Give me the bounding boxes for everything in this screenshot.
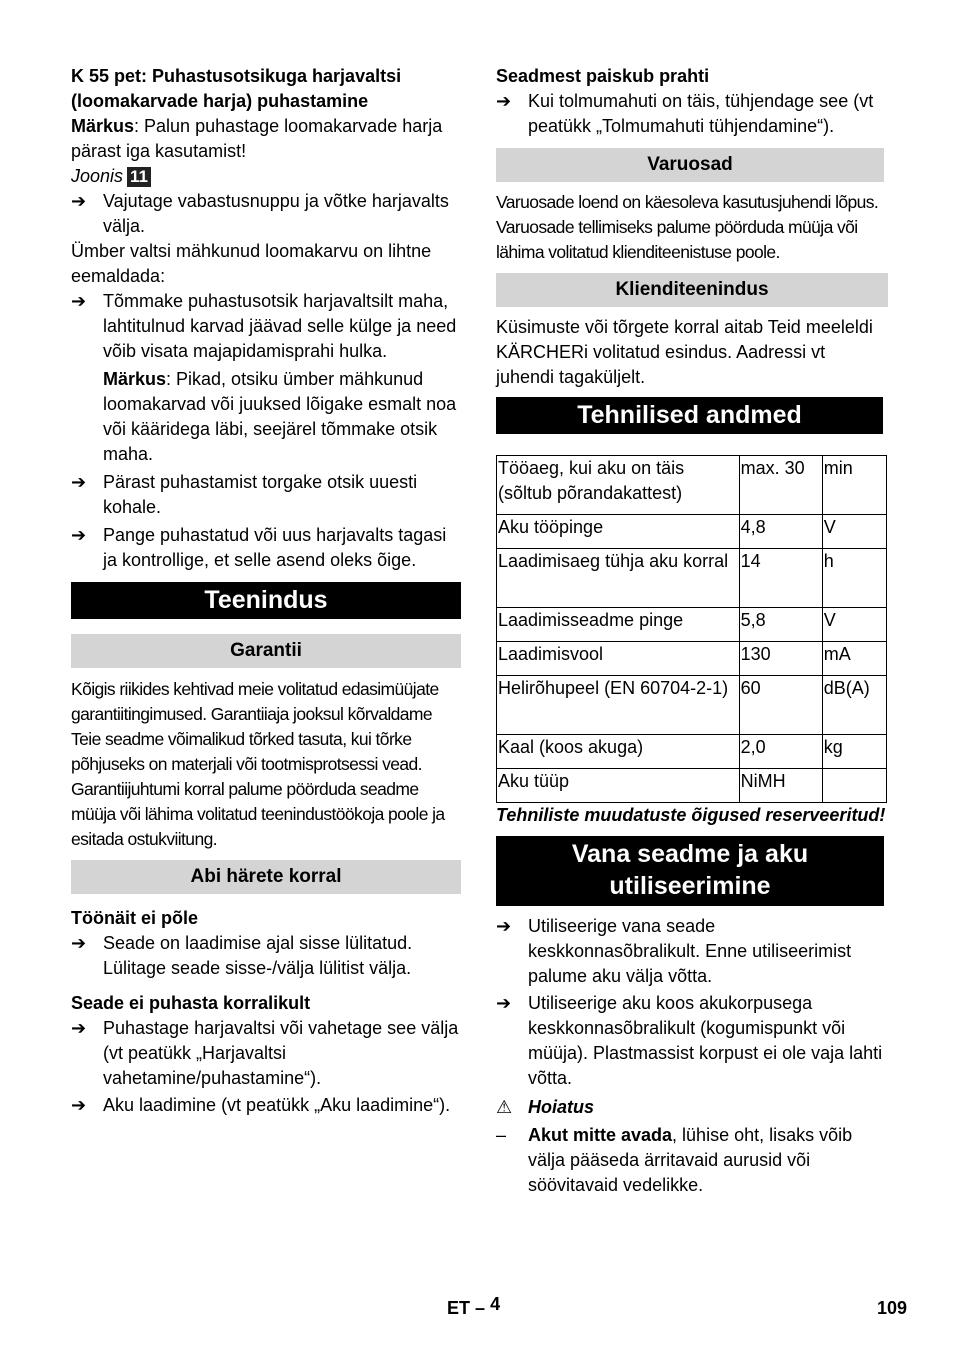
note-label: Märkus xyxy=(103,369,167,389)
arrow-right-icon: ➔ xyxy=(71,472,87,492)
table-cell-value: max. 30 xyxy=(739,456,822,515)
list-item xyxy=(71,289,461,467)
section-title-service: Teenindus xyxy=(71,582,461,619)
table-cell-value: 4,8 xyxy=(739,515,822,549)
table-cell-unit: kg xyxy=(822,735,886,769)
subsection-title-spare-parts: Varuosad xyxy=(496,148,884,182)
warranty-text: Kõigis riikides kehtivad meie volitatud edasimüüjate garantiitingimused. Garantiiaja jooksul kõrvaldame Teie seadme võimalikud tõrked tasuta, kui tõrke põhjuseks on materjali või tootmisprotsessi vead. Garantiijuhtumi korral palume pöörduda seadme müüja või lähima volitatud teenindustöökoja poole ja esitada ostukviitung. xyxy=(71,679,445,849)
technical-data-table xyxy=(496,455,887,803)
technical-note: Tehniliste muudatuste õigused reserveeritud! xyxy=(496,805,886,825)
list-item xyxy=(71,1016,461,1091)
section-title-technical-data: Tehnilised andmed xyxy=(496,397,883,434)
list-item xyxy=(71,1093,461,1118)
step-text-main: Tõmmake puhastusotsik harjavaltsilt maha, lahtitulnud karvad jäävad selle külge ja need võib visata majapidamisprahi hulka. xyxy=(103,291,457,361)
customer-service-text: Küsimuste või tõrgete korral aitab Teid meeleldi KÄRCHERi volitatud esindus. Aadressi vt juhendi tagaküljelt. xyxy=(496,317,873,387)
spare-parts-text: Varuosade tellimiseks palume pöörduda müüja või lähima volitatud klienditeenistuse poole. xyxy=(496,217,858,262)
list-item xyxy=(71,470,461,520)
step-text xyxy=(103,289,461,467)
note-paragraph xyxy=(71,114,461,164)
step-text: Utiliseerige vana seade keskkonnasõbralikult. Enne utiliseerimist palume aku välja võtta. xyxy=(528,916,852,986)
trouble-heading: Töönäit ei põle xyxy=(71,908,199,928)
warning-text xyxy=(528,1123,888,1198)
table-cell-unit: h xyxy=(822,549,886,608)
warning-label: Hoiatus xyxy=(528,1097,595,1117)
subsection-title-customer-service: Klienditeenindus xyxy=(496,273,888,307)
table-row xyxy=(497,549,887,608)
warning-heading xyxy=(496,1095,888,1120)
arrow-right-icon: ➔ xyxy=(71,1018,87,1038)
warning-rest: , lühise oht, lisaks võib välja pääseda ärritavaid aurusid või söövitavaid vedelikke. xyxy=(528,1125,853,1195)
subsection-title-warranty: Garantii xyxy=(71,634,461,668)
table-row xyxy=(497,642,887,676)
table-cell-label: Helirõhupeel (EN 60704-2-1) xyxy=(497,676,740,735)
right-column xyxy=(496,64,888,1198)
table-row xyxy=(497,735,887,769)
arrow-right-icon: ➔ xyxy=(71,291,87,311)
table-cell-unit: min xyxy=(822,456,886,515)
table-cell-unit: V xyxy=(822,608,886,642)
figure-reference xyxy=(71,164,461,189)
trouble-heading: Seade ei puhasta korralikult xyxy=(71,993,311,1013)
table-cell-label: Laadimisseadme pinge xyxy=(497,608,740,642)
list-item xyxy=(71,189,461,239)
step-text: Seade on laadimise ajal sisse lülitatud. Lülitage seade sisse-/välja lülitist välja. xyxy=(103,933,413,978)
step-text: Vajutage vabastusnuppu ja võtke harjavalts välja. xyxy=(103,191,449,236)
table-row xyxy=(497,608,887,642)
table-cell-value: 5,8 xyxy=(739,608,822,642)
arrow-right-icon: ➔ xyxy=(496,91,512,111)
list-item xyxy=(496,914,888,989)
table-cell-value: 130 xyxy=(739,642,822,676)
figure-number-badge: 11 xyxy=(127,167,151,187)
table-cell-unit: dB(A) xyxy=(822,676,886,735)
note-label: Märkus xyxy=(71,116,135,136)
footer-lang: ET xyxy=(447,1298,471,1318)
arrow-right-icon: ➔ xyxy=(71,525,87,545)
arrow-right-icon: ➔ xyxy=(496,993,512,1013)
arrow-right-icon: ➔ xyxy=(71,1095,87,1115)
warning-bold: Akut mitte avada xyxy=(528,1125,673,1145)
arrow-right-icon: ➔ xyxy=(496,916,512,936)
left-column xyxy=(71,64,461,1118)
step-text: Utiliseerige aku koos akukorpusega keskkonnasõbralikult (kogumispunkt või müüja). Plastmassist korpust ei ole vaja lahti võtta. xyxy=(528,993,883,1088)
warning-triangle-icon: ⚠ xyxy=(496,1097,513,1117)
step-text: Kui tolmumahuti on täis, tühjendage see (vt peatükk „Tolmumahuti tühjendamine“). xyxy=(528,91,874,136)
note-text: : Pikad, otsiku ümber mähkunud loomakarvad või juuksed lõigake esmalt noa või kääridega läbi, seejärel tõmmake otsik maha. xyxy=(103,369,457,464)
table-cell-unit xyxy=(822,769,886,803)
table-cell-value: 14 xyxy=(739,549,822,608)
footer-section-marker xyxy=(447,1296,500,1321)
spare-parts-text: Varuosade loend on käesoleva kasutusjuhendi lõpus. xyxy=(496,192,879,212)
subsection-title-troubleshooting: Abi härete korral xyxy=(71,860,461,894)
footer-section-page: 4 xyxy=(490,1294,501,1314)
list-item xyxy=(71,931,461,981)
list-item xyxy=(496,89,888,139)
table-row xyxy=(497,769,887,803)
page-number: 109 xyxy=(877,1298,908,1318)
k55-cleaning-heading: K 55 pet: Puhastusotsikuga harjavaltsi (loomakarvade harja) puhastamine xyxy=(71,66,402,111)
list-item xyxy=(496,1123,888,1198)
table-row xyxy=(497,676,887,735)
table-row xyxy=(497,456,887,515)
table-cell-label: Aku tööpinge xyxy=(497,515,740,549)
table-cell-value: 60 xyxy=(739,676,822,735)
table-cell-label: Laadimisvool xyxy=(497,642,740,676)
list-item xyxy=(496,991,888,1091)
step-text: Pange puhastatud või uus harjavalts tagasi ja kontrollige, et selle asend oleks õige. xyxy=(103,525,447,570)
step-text: Aku laadimine (vt peatükk „Aku laadimine“). xyxy=(103,1095,451,1115)
figure-label: Joonis xyxy=(71,166,124,186)
footer-dash: – xyxy=(475,1298,486,1318)
section-title-disposal: Vana seadme ja aku utiliseerimine xyxy=(496,836,884,906)
dash-bullet: – xyxy=(496,1125,507,1145)
table-cell-label: Tööaeg, kui aku on täis (sõltub põrandakattest) xyxy=(497,456,740,515)
arrow-right-icon: ➔ xyxy=(71,933,87,953)
table-cell-unit: mA xyxy=(822,642,886,676)
step-text: Pärast puhastamist torgake otsik uuesti kohale. xyxy=(103,472,418,517)
trouble-heading: Seadmest paiskub prahti xyxy=(496,66,710,86)
arrow-right-icon: ➔ xyxy=(71,191,87,211)
table-cell-label: Aku tüüp xyxy=(497,769,740,803)
table-row xyxy=(497,515,887,549)
step-text: Puhastage harjavaltsi või vahetage see välja (vt peatükk „Harjavaltsi vahetamine/puhastamine“). xyxy=(103,1018,459,1088)
table-cell-label: Laadimisaeg tühja aku korral xyxy=(497,549,740,608)
table-cell-label: Kaal (koos akuga) xyxy=(497,735,740,769)
list-item xyxy=(71,523,461,573)
body-paragraph: Ümber valtsi mähkunud loomakarvu on lihtne eemaldada: xyxy=(71,241,432,286)
table-cell-value: NiMH xyxy=(739,769,822,803)
table-cell-value: 2,0 xyxy=(739,735,822,769)
note-text: : Palun puhastage loomakarvade harja pärast iga kasutamist! xyxy=(71,116,443,161)
nested-note xyxy=(103,367,461,467)
table-cell-unit: V xyxy=(822,515,886,549)
